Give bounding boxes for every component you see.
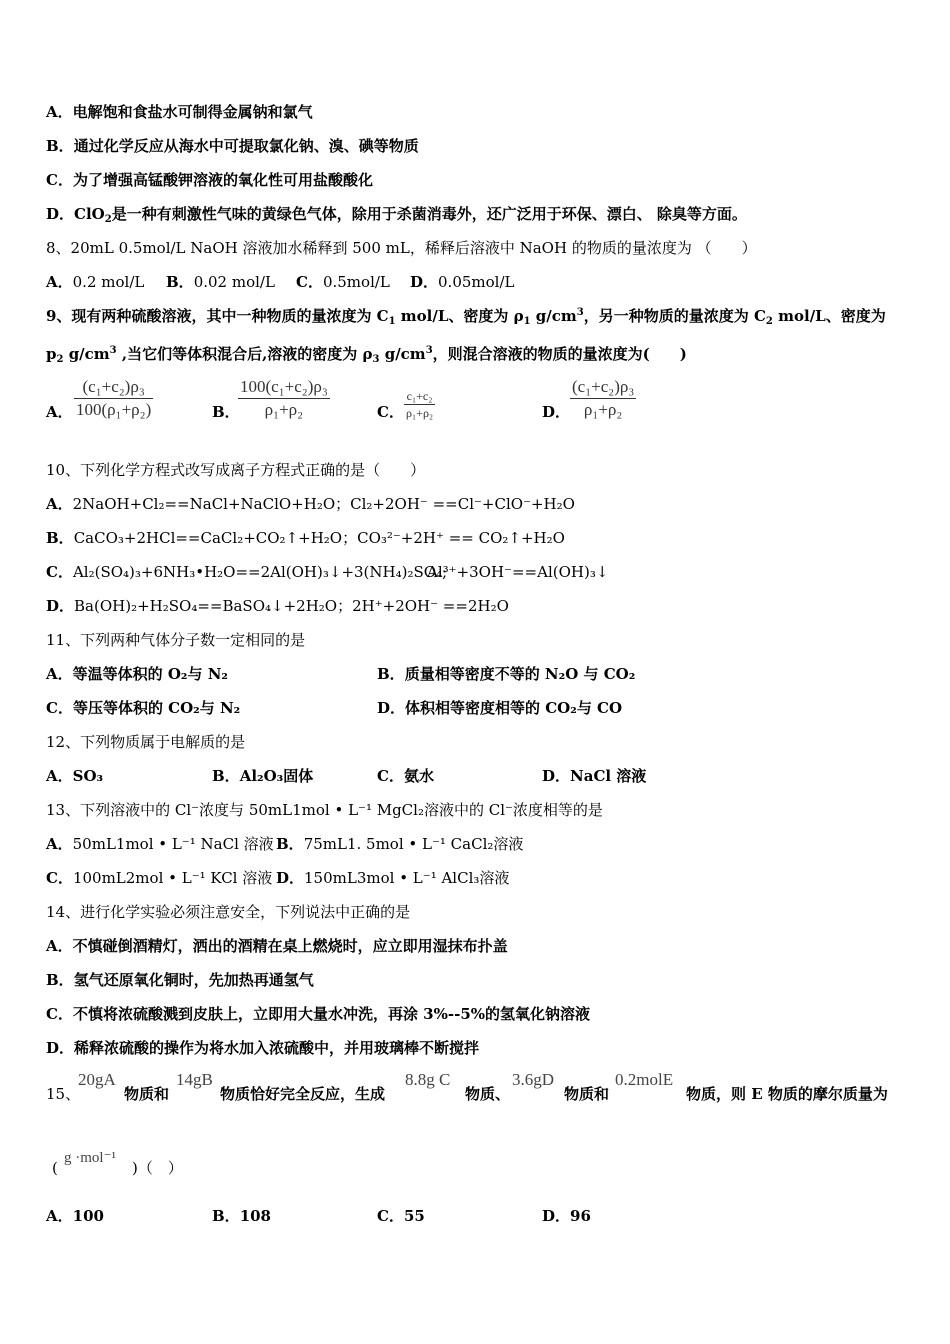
q14-option-c: C．不慎将浓硫酸溅到皮肤上，立即用大量水冲洗，再涂 3%--5%的氢氧化钠溶液 [46,1005,591,1023]
q15-text-5: 物质，则 E 物质的摩尔质量为 [686,1085,888,1103]
q15-qty-a: 20gA [78,1070,116,1089]
q15-number: 15、 [46,1085,81,1103]
q8-stem: 8、20mL 0.5mol/L NaOH 溶液加水稀释到 500 mL，稀释后溶液中 NaOH 的物质的量浓度为 （ ） [46,239,757,257]
q9-option-d-fraction [570,376,636,421]
q13-stem: 13、下列溶液中的 Cl⁻浓度与 50mL1mol • L⁻¹ MgCl₂溶液中的 Cl⁻浓度相等的是 [46,801,603,819]
q12-stem: 12、下列物质属于电解质的是 [46,733,246,751]
q7-option-c: C．为了增强高锰酸钾溶液的氧化性可用盐酸酸化 [46,171,373,189]
q15-qty-c: 8.8g C [405,1070,451,1089]
q13-option-b: B．75mL1. 5mol • L⁻¹ CaCl₂溶液 [276,835,524,853]
q15-text-4: 物质和 [564,1085,610,1103]
q10-option-c: C．Al₂(SO₄)₃+6NH₃•H₂O==2Al(OH)₃↓+3(NH₄)₂SO₄; [46,563,448,581]
fraction-denominator: ρ₁+ρ₂ [570,398,636,421]
q14-option-b: B．氢气还原氧化铜时，先加热再通氢气 [46,971,314,989]
q13-option-c: C．100mL2mol • L⁻¹ KCl 溶液 [46,869,273,887]
q10-option-c-ionic: Al³⁺+3OH⁻==Al(OH)₃↓ [427,563,609,581]
q10-stem: 10、下列化学方程式改写成离子方程式正确的是（ ） [46,461,426,479]
q9-option-b-label: B． [212,403,240,421]
q11-option-c: C．等压等体积的 CO₂与 N₂ [46,699,241,717]
q15-option-c: C．55 [377,1207,425,1225]
q9-stem-line1: 9、现有两种硫酸溶液，其中一种物质的量浓度为 $C_1$ mol/L、密度为 $\rho_1$ $g/cm^3$，另一种物质的量浓度为 $C_2$ mol/L、密度为 [46,307,886,327]
q8-option-a: A．0.2 mol/L [46,273,145,291]
q14-stem: 14、进行化学实验必须注意安全，下列说法中正确的是 [46,903,411,921]
q14-option-d: D．稀释浓硫酸的操作为将水加入浓硫酸中，并用玻璃棒不断搅拌 [46,1039,480,1057]
q15-text-1: 物质和 [124,1085,170,1103]
q12-option-c: C．氨水 [377,767,434,785]
q15-option-a: A．100 [46,1207,104,1225]
q9-option-d-label: D． [542,403,571,421]
q9-option-a-label: A． [46,403,73,421]
q8-option-d: D．0.05mol/L [410,273,515,291]
q11-option-a: A．等温等体积的 O₂与 N₂ [46,665,229,683]
q11-option-b: B．质量相等密度不等的 N₂O 与 CO₂ [377,665,636,683]
fraction-denominator: 100(ρ₁+ρ₂) [76,400,152,419]
q10-option-d: D．Ba(OH)₂+H₂SO₄==BaSO₄↓+2H₂O；2H⁺+2OH⁻ ==2H₂O [46,597,509,615]
q15-paren-close: )（ ） [132,1159,183,1177]
q12-option-d: D．NaCl 溶液 [542,767,647,785]
q15-option-d: D．96 [542,1207,591,1225]
q15-qty-e: 0.2molE [615,1070,674,1089]
q8-option-b: B．0.02 mol/L [166,273,275,291]
q14-option-a: A．不慎碰倒酒精灯，洒出的酒精在桌上燃烧时，应立即用湿抹布扑盖 [46,937,508,955]
q12-option-a: A．SO₃ [46,767,104,785]
fraction-numerator: (c₁+c₂)ρ₃ [82,377,145,396]
q9-option-a-fraction [74,376,153,421]
q9-option-b-fraction [238,376,330,421]
q15-text-3: 物质、 [465,1085,511,1103]
q15-unit: g ·mol⁻¹ [64,1150,116,1166]
q7-option-b: B．通过化学反应从海水中可提取氯化钠、溴、碘等物质 [46,137,419,155]
fraction-numerator: c₁+c₂ [406,389,433,403]
q9-option-c-fraction [404,388,435,421]
q11-option-d: D．体积相等密度相等的 CO₂与 CO [377,699,623,717]
q15-qty-d: 3.6gD [512,1070,555,1089]
q13-option-a: A．50mL1mol • L⁻¹ NaCl 溶液 [46,835,274,853]
fraction-numerator: (c₁+c₂)ρ₃ [572,377,635,396]
q15-qty-b: 14gB [176,1070,213,1089]
fraction-denominator: ρ₁+ρ₂ [238,398,330,421]
q15-text-2: 物质恰好完全反应，生成 [220,1085,386,1103]
fraction-numerator: 100(c₁+c₂)ρ₃ [240,377,328,396]
q7-option-d: D．ClO$_2$是一种有刺激性气味的黄绿色气体，除用于杀菌消毒外，还广泛用于环保、漂白、 除臭等方面。 [46,205,747,225]
q10-option-a: A．2NaOH+Cl₂==NaCl+NaClO+H₂O；Cl₂+2OH⁻ ==Cl⁻+ClO⁻+H₂O [46,495,575,513]
q7-option-a: A．电解饱和食盐水可制得金属钠和氯气 [46,103,313,121]
q8-option-c: C．0.5mol/L [296,273,390,291]
q15-paren-open: ( [52,1159,58,1177]
q10-option-b: B．CaCO₃+2HCl==CaCl₂+CO₂↑+H₂O；CO₃²⁻+2H⁺ == CO₂↑+H₂O [46,529,565,547]
q11-stem: 11、下列两种气体分子数一定相同的是 [46,631,306,649]
q15-option-b: B．108 [212,1207,271,1225]
q9-stem-line2: $p_2$ $g/cm^3$ ,当它们等体积混合后,溶液的密度为 $\rho_3$ $g/cm^3$，则混合溶液的物质的量浓度为( ) [46,345,687,365]
q13-option-d: D．150mL3mol • L⁻¹ AlCl₃溶液 [276,869,510,887]
q9-option-c-label: C． [377,403,404,421]
fraction-denominator: ρ₁+ρ₂ [406,406,434,420]
q12-option-b: B．Al₂O₃固体 [212,767,314,785]
